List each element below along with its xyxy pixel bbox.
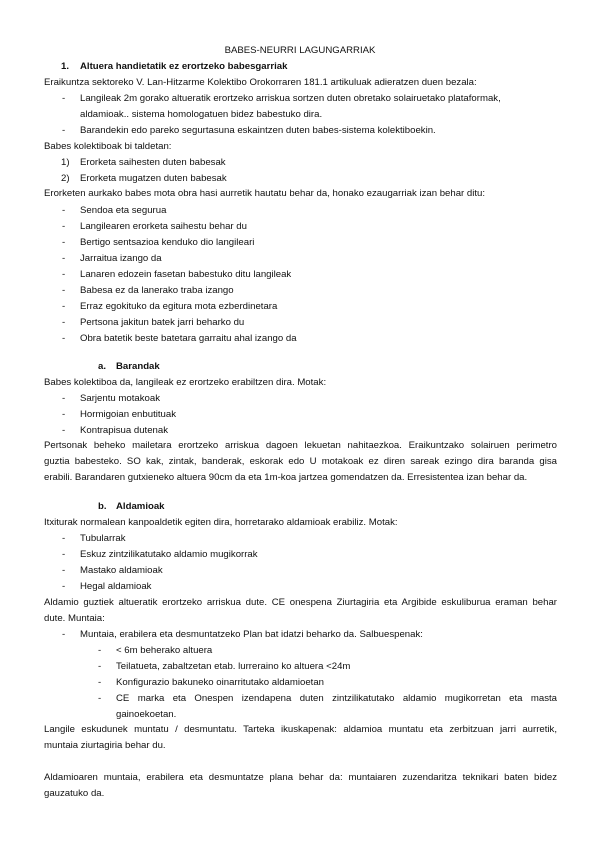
list-item: Lanaren edozein fasetan babestuko ditu langileak: [80, 269, 292, 280]
list-item: Tubularrak: [80, 533, 126, 544]
list-item: Erraz egokituko da egitura mota ezberdinetara: [80, 301, 278, 312]
list-item: Mastako aldamioak: [80, 565, 163, 576]
bullet: -: [62, 269, 66, 280]
subsection-heading: Barandak: [116, 361, 160, 372]
list-item: Sarjentu motakoak: [80, 393, 160, 404]
list-item: Hegal aldamioak: [80, 581, 152, 592]
paragraph-line: Aldamioaren muntaia, erabilera eta desmuntatze plana behar da: muntaiaren zuzendaritza teknikari baten bidez: [44, 772, 557, 783]
list-item: Obra batetik beste batetara garraitu ahal izango da: [80, 333, 297, 344]
list-number: 2): [61, 173, 70, 184]
subsection-letter: b.: [98, 501, 107, 512]
list-item: Teilatueta, zabaltzetan etab. lurreraino ko altuera <24m: [116, 661, 351, 672]
list-item: Sendoa eta segurua: [80, 205, 167, 216]
bullet: -: [98, 645, 102, 656]
list-item: Langileak 2m gorako altueratik erortzeko arriskua sortzen duten obretako solairuetako plataformak,: [80, 93, 501, 104]
bullet: -: [62, 285, 66, 296]
bullet: -: [62, 393, 66, 404]
subsection-intro: Itxiturak normalean kanpoaldetik egiten dira, horretarako aldamioak erabiliz. Motak:: [44, 517, 398, 528]
list-item: Eskuz zintzilikatutako aldamio mugikorrak: [80, 549, 258, 560]
bullet: -: [62, 565, 66, 576]
paragraph-line: erabili. Barandaren gutxieneko altuera 90cm da eta 1m-koa jartzea gomendatzen da. Erresistentea izan behar da.: [44, 472, 528, 483]
list-item: Jarraitua izango da: [80, 253, 162, 264]
paragraph-line: dute. Muntaia:: [44, 613, 105, 624]
paragraph-line: gauzatuko da.: [44, 788, 105, 799]
bullet: -: [62, 205, 66, 216]
list-item: Konfigurazio bakuneko oinarritutako aldamioetan: [116, 677, 324, 688]
bullet: -: [62, 301, 66, 312]
features-intro: Erorketen aurkako babes mota obra hasi aurretik hautatu behar da, honako ezaugarriak izan behar ditu:: [44, 188, 486, 199]
bullet: -: [62, 317, 66, 328]
bullet: -: [62, 125, 66, 136]
bullet: -: [98, 693, 102, 704]
bullet: -: [62, 333, 66, 344]
paragraph-line: muntaia ziurtagiria behar du.: [44, 740, 166, 751]
section-number: 1.: [61, 61, 70, 72]
list-item: Barandekin edo pareko segurtasuna eskaintzen duten babes-sistema kolektiboekin.: [80, 125, 436, 136]
section-heading: Altuera handietatik ez erortzeko babesgarriak: [80, 61, 288, 72]
bullet: -: [62, 237, 66, 248]
list-item: Erorketa mugatzen duten babesak: [80, 173, 227, 184]
bullet: -: [98, 677, 102, 688]
bullet: -: [62, 409, 66, 420]
list-item: < 6m beherako altuera: [116, 645, 213, 656]
paragraph-line: Pertsonak beheko mailetara erortzeko arriskua dagoen lekuetan nahitaezkoa. Eraikuntzako solairuen perimetro: [44, 440, 557, 451]
paragraph-line: guztia babesteko. SO kak, zintak, banderak, eskorak edo U motakoak ez diren sareak ezingo dira baranda gisa: [44, 456, 557, 467]
list-item: gainoekoetan.: [116, 709, 177, 720]
bullet: -: [62, 629, 66, 640]
bullet: -: [62, 221, 66, 232]
section-intro: Eraikuntza sektoreko V. Lan-Hitzarme Kolektibo Orokorraren 181.1 artikuluak adieratzen duen bezala:: [44, 77, 477, 88]
list-item: Pertsona jakitun batek jarri beharko du: [80, 317, 245, 328]
list-item: Kontrapisua dutenak: [80, 425, 169, 436]
list-item: Bertigo sentsazioa kenduko dio langileari: [80, 237, 255, 248]
document-title: BABES-NEURRI LAGUNGARRIAK: [224, 45, 376, 56]
list-item: Langilearen erorketa saihestu behar du: [80, 221, 247, 232]
list-item: CE marka eta Onespen izendapena duten zintzilikatutako aldamio mugikorretan eta masta: [116, 693, 557, 704]
bullet: -: [62, 533, 66, 544]
bullet: -: [98, 661, 102, 672]
paragraph-line: Langile eskudunek muntatu / desmuntatu. Tarteka ikuskapenak: aldamioa muntatu eta zerbitzuan jarri aurretik,: [44, 724, 557, 735]
list-number: 1): [61, 157, 70, 168]
list-item: Babesa ez da lanerako traba izango: [80, 285, 234, 296]
bullet: -: [62, 425, 66, 436]
bullet: -: [62, 253, 66, 264]
list-item: Erorketa saihesten duten babesak: [80, 157, 226, 168]
bullet: -: [62, 581, 66, 592]
subsection-letter: a.: [98, 361, 107, 372]
list-item: Hormigoian enbutituak: [80, 409, 176, 420]
collective-intro: Babes kolektiboak bi taldetan:: [44, 141, 172, 152]
list-item: Muntaia, erabilera eta desmuntatzeko Plan bat idatzi beharko da. Salbuespenak:: [80, 629, 423, 640]
subsection-heading: Aldamioak: [116, 501, 165, 512]
bullet: -: [62, 93, 66, 104]
paragraph-line: Aldamio guztiek altueratik erortzeko arriskua dute. CE onespena Ziurtagiria eta Argibide eskuliburua eraman behar: [44, 597, 557, 608]
subsection-intro: Babes kolektiboa da, langileak ez erortzeko erabiltzen dira. Motak:: [44, 377, 327, 388]
bullet: -: [62, 549, 66, 560]
list-item: aldamioak.. sistema homologatuen bidez babestuko dira.: [80, 109, 323, 120]
